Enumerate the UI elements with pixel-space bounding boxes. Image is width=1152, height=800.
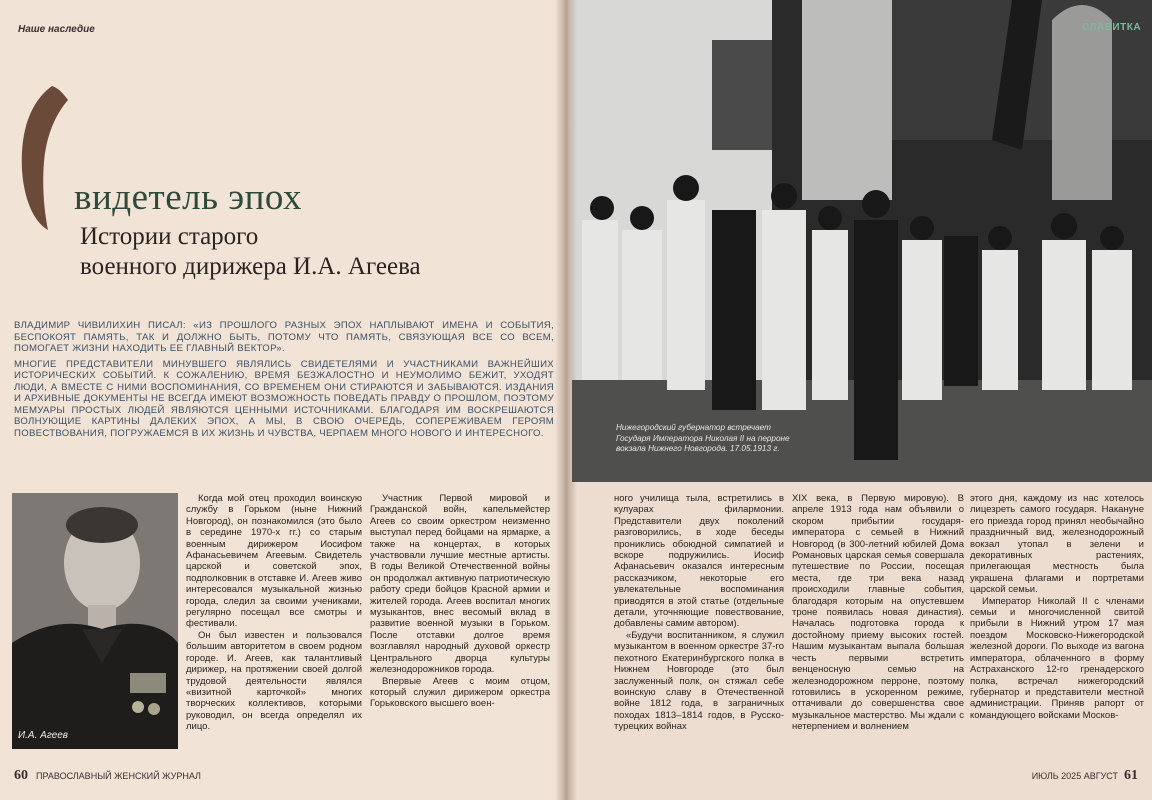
right-column-1	[614, 493, 784, 733]
left-folio	[14, 768, 201, 784]
drop-cap-letter	[14, 82, 70, 232]
page-number-right: 61	[1124, 768, 1138, 783]
right-column-2	[792, 493, 964, 733]
right-col2-paragraph-1: XIX века, в Первую мировую). В апреле 1913 года нам объявили о скором прибытии государя-императора с семьей в Нижний Новгород (в 300-летний юбилей Дома Романовых царская семья совершала путешествие по России, посещая места, где три века назад происходили главные события, благодаря которым на опустевшем троне появилась новая династия). Началась подготовка города к достойному приему высоких гостей. Нашим музыкантам выпала большая честь первыми встретить венценосную семью на железнодорожном перроне, поэтому готовились в ускоренном режиме, оттачивали до совершенства свое музыкальное мастерство. Мы ждали с нетерпением и волнением	[792, 493, 964, 733]
article-title: видетель эпох	[74, 177, 302, 218]
subtitle-line-1: Истории старого	[80, 223, 259, 250]
right-col1-paragraph-1: ного училища тыла, встретились в кулуарах филармонии. Представители двух поколений разговорились, в ходе беседы прониклись обоюдной симпатией и вскоре подружились. Иосиф Афанасьевич оказался интересным рассказчиком, некоторые его увлекательные воспоминания приводятся в этой статье (отдельные детали, уточняющие повествование, добавлены самим автором).	[614, 493, 784, 630]
spread-gutter	[555, 0, 577, 800]
left-page	[0, 0, 565, 800]
article-intro	[14, 320, 554, 443]
subtitle-line-2: военного дирижера И.А. Агеева	[80, 253, 421, 280]
portrait-caption: И.А. Агеев	[18, 730, 68, 741]
issue-date: ИЮЛЬ 2025 АВГУСТ	[1031, 771, 1118, 781]
right-col1-paragraph-2: «Будучи воспитанником, я служил музыкантом в военном оркестре 37-го пехотного Екатеринбургского полка в Нижнем Новгороде (это был заслуженный полк, он стяжал себе воинскую славу в Отечественной войне 1812 года, в заграничных походах 1813–1814 годов, в Русско-турецких войнах	[614, 629, 784, 733]
photo-caption: Нижегородский губернатор встречает Государя Императора Николая II на перроне вокзала Нижнего Новгорода. 17.05.1913 г.	[616, 423, 790, 453]
right-column-3	[970, 493, 1144, 721]
section-label: Наше наследие	[18, 24, 95, 35]
page-number-left: 60	[14, 768, 28, 783]
portrait-illustration	[12, 493, 178, 749]
left-col1-paragraph-2: Он был известен и пользовался большим авторитетом в своем родном городе. И. Агеев, как талантливый дирижер, на протяжении своей долгой трудовой деятельности являлся «визитной карточкой» многих творческих коллективов, которыми руководил, он всегда определял их лицо.	[186, 629, 362, 733]
left-col2-paragraph-1: Участник Первой мировой и Гражданской войн, капельмейстер Агеев со своим оркестром неизменно выступал перед бойцами на ярмарке, а также на концертах, в которых участвовали лучшие местные артисты. В годы Великой Отечественной войны он продолжал активную патриотическую работу среди бойцов Красной армии и жителей города. Агеев воспитал многих музыкантов, внес весомый вклад в развитие военной музыки в Горьком. После отставки долгое время возглавлял народный духовой оркестр Центрального дворца культуры железнодорожников города.	[370, 493, 550, 676]
intro-paragraph-2: МНОГИЕ ПРЕДСТАВИТЕЛИ МИНУВШЕГО ЯВЛЯЛИСЬ СВИДЕТЕЛЯМИ И УЧАСТНИКАМИ ВАЖНЕЙШИХ ИСТОРИЧЕСКИХ СОБЫТИЙ. К СОЖАЛЕНИЮ, ВРЕМЯ БЕЗЖАЛОСТНО И НЕУМОЛИМО БЕЖИТ, УХОДЯТ ЛЮДИ, А ВМЕСТЕ С НИМИ ВОСПОМИНАНИЯ, СО ВРЕМЕНЕМ ОНИ СТИРАЮТСЯ И ЗАБЫВАЮТСЯ. ИЗДАНИЯ И АРХИВНЫЕ ДОКУМЕНТЫ НЕ ВСЕГДА ИМЕЮТ ВОЗМОЖНОСТЬ ПОВЕДАТЬ ПРАВДУ О ПРОШЛОМ, ПОЭТОМУ МЕМУАРЫ ПРОСТЫХ ЛЮДЕЙ ЯВЛЯЮТСЯ ЦЕННЫМИ ИСТОЧНИКАМИ. БЛАГОДАРЯ ИМ ВОСКРЕШАЮТСЯ ВОЛНУЮЩИЕ КАРТИНЫ ДАЛЕКИХ ЭПОХ, А МЫ, В СВОЮ ОЧЕРЕДЬ, СОПЕРЕЖИВАЕМ ГЕРОЯМ ПОВЕСТВОВАНИЯ, ПОГРУЖАЕМСЯ В ИХ ЖИЗНЬ И ЧУВСТВА, ЧЕРПАЕМ МНОГО НОВОГО И ИНТЕРЕСНОГО.	[14, 358, 554, 439]
left-column-1	[186, 493, 362, 733]
historical-photo-illustration	[572, 0, 1152, 482]
left-col2-paragraph-2: Впервые Агеев с моим отцом, который служил дирижером оркестра Горьковского высшего воен-	[370, 675, 550, 710]
magazine-name: ПРАВОСЛАВНЫЙ ЖЕНСКИЙ ЖУРНАЛ	[36, 771, 201, 781]
article-subtitle	[80, 222, 421, 282]
magazine-logo: СЛАВИТКА	[1082, 22, 1142, 33]
left-column-2	[370, 493, 550, 710]
intro-paragraph-1: ВЛАДИМИР ЧИВИЛИХИН ПИСАЛ: «ИЗ ПРОШЛОГО РАЗНЫХ ЭПОХ НАПЛЫВАЮТ ИМЕНА И СОБЫТИЯ, БЕСПОКОЯТ ПАМЯТЬ, ТАК И ДОЛЖНО БЫТЬ, ПОТОМУ ЧТО ПАМЯТЬ, СВЯЗУЮЩАЯ ВСЕ СО ВСЕМ, ПОМОГАЕТ ЖИЗНИ НАХОДИТЬ ЕЕ ГЛАВНЫЙ ВЕКТОР».	[14, 320, 554, 354]
historical-photo	[572, 0, 1152, 482]
right-col3-paragraph-2: Император Николай II с членами семьи и многочисленной свитой прибыли в Нижний утром 17 мая поездом Московско-Нижегородской железной дороги. По выходе из вагона императора, облаченного в форму Астраханского 12-го гренадерского полка, встречал нижегородский губернатор и представители местной администрации. Приняв рапорт от командующего войсками Москов-	[970, 595, 1144, 721]
portrait-photo	[12, 493, 178, 749]
right-col3-paragraph-1: этого дня, каждому из нас хотелось лицезреть самого государя. Накануне его приезда город принял необычайно праздничный вид, железнодорожный вокзал утопал в зелени и декоративных растениях, прилегающая местность была украшена флагами и портретами царской семьи.	[970, 493, 1144, 596]
right-folio	[1032, 768, 1138, 784]
left-col1-paragraph-1: Когда мой отец проходил воинскую службу в Горьком (ныне Нижний Новгород), он познакомился (это было в середине 1970-х гг.) со старым военным дирижером Иосифом Афанасьевичем Агеевым. Свидетель царской и советской эпох, подполковник в отставке И. Агеев живо интересовался музыкальной жизнью города, следил за своими учениками, регулярно посещал все смотры и фестивали.	[186, 493, 362, 630]
